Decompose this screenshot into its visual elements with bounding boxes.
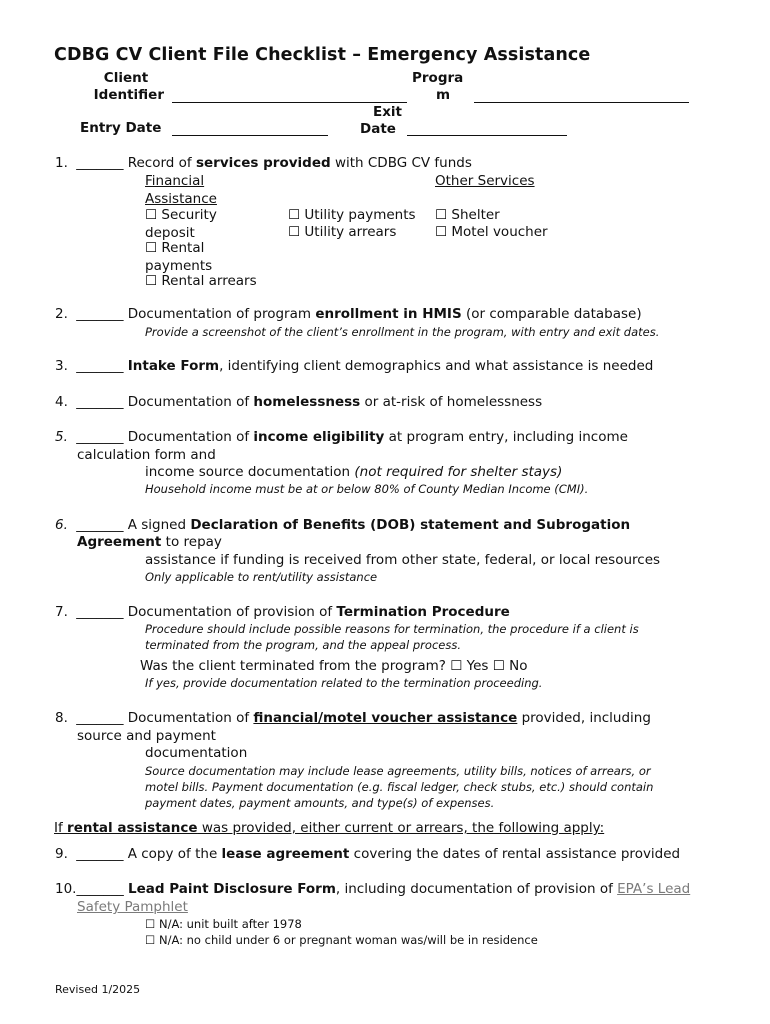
entry-date-field[interactable] — [172, 135, 328, 136]
client-identifier-field[interactable] — [172, 102, 407, 103]
item-2-blank[interactable]: _______ — [76, 306, 124, 322]
item-8-note-3: payment dates, payment amounts, and type(s) of expenses. — [145, 796, 495, 810]
checkbox-rental-arrears[interactable]: ☐ Rental arrears — [145, 273, 257, 289]
epa-pamphlet-link[interactable]: EPA’s Lead — [617, 881, 691, 897]
item-10: 10._______ Lead Paint Disclosure Form, including documentation of provision of EPA’s Lead — [55, 881, 691, 897]
item-7: 7. _______ Documentation of provision of Termination Procedure — [55, 604, 510, 620]
item-9: 9. _______ A copy of the lease agreement covering the dates of rental assistance provided — [55, 846, 681, 862]
item-8-line3: documentation — [145, 745, 248, 761]
item-10-line2 — [77, 898, 188, 916]
item-6-line2: Agreement to repay — [77, 534, 222, 550]
item-6-note: Only applicable to rent/utility assistance — [145, 570, 378, 584]
item-5-note: Household income must be at or below 80% of County Median Income (CMI). — [145, 482, 589, 496]
item-6-blank[interactable]: _______ — [76, 517, 124, 533]
checkbox-na-no-child[interactable]: ☐ N/A: no child under 6 or pregnant woman was/will be in residence — [145, 933, 538, 947]
page-title: CDBG CV Client File Checklist – Emergency Assistance — [54, 45, 591, 65]
item-5: 5. _______ Documentation of income eligibility at program entry, including income — [55, 429, 628, 445]
item-1-blank[interactable]: _______ — [76, 155, 124, 171]
checkbox-shelter[interactable]: ☐ Shelter — [435, 207, 500, 223]
checkbox-rental-payments[interactable]: ☐ Rental payments — [145, 240, 213, 274]
item-7-blank[interactable]: _______ — [76, 604, 124, 620]
item-8-note-2: motel bills. Payment documentation (e.g. fiscal ledger, check stubs, etc.) should contain — [145, 780, 654, 794]
item-5-blank[interactable]: _______ — [76, 429, 124, 445]
entry-date-label: Entry Date — [80, 120, 162, 136]
financial-assistance-heading: Financial Assistance — [145, 173, 217, 207]
item-4-blank[interactable]: _______ — [76, 394, 124, 410]
program-field[interactable] — [474, 102, 689, 103]
item-5-line3: income source documentation (not required for shelter stays) — [145, 464, 563, 480]
item-2: 2. _______ Documentation of program enrollment in HMIS (or comparable database) — [55, 306, 642, 322]
exit-date-label: Exit Date — [360, 104, 402, 137]
item-7-note-3: If yes, provide documentation related to the termination proceeding. — [145, 676, 543, 690]
termination-question[interactable]: Was the client terminated from the program? ☐ Yes ☐ No — [140, 658, 528, 674]
item-5-line2: calculation form and — [77, 447, 216, 463]
item-6: 6. _______ A signed Declaration of Benefits (DOB) statement and Subrogation — [55, 517, 631, 533]
item-7-note-2: terminated from the program, and the appeal process. — [145, 638, 461, 652]
checkbox-utility-payments[interactable]: ☐ Utility payments — [288, 207, 416, 223]
item-8-note-1: Source documentation may include lease agreements, utility bills, notices of arrears, or — [145, 764, 651, 778]
item-8-blank[interactable]: _______ — [76, 710, 124, 726]
checkbox-utility-arrears[interactable]: ☐ Utility arrears — [288, 224, 397, 240]
rental-assistance-heading: If rental assistance was provided, either current or arrears, the following apply: — [54, 820, 605, 836]
client-identifier-label: Client Identifier — [93, 70, 164, 103]
checkbox-motel-voucher[interactable]: ☐ Motel voucher — [435, 224, 548, 240]
epa-pamphlet-link-cont[interactable]: Safety Pamphlet — [77, 899, 188, 915]
revision-footer: Revised 1/2025 — [55, 983, 141, 996]
item-6-line3: assistance if funding is received from other state, federal, or local resources — [145, 552, 661, 568]
item-7-note-1: Procedure should include possible reasons for termination, the procedure if a client is — [145, 622, 639, 636]
item-8: 8. _______ Documentation of financial/motel voucher assistance provided, including — [55, 710, 651, 726]
item-8-line2: source and payment — [77, 728, 216, 744]
item-1: 1. _______ Record of services provided with CDBG CV funds — [55, 155, 472, 171]
checkbox-security-deposit[interactable]: ☐ Security deposit — [145, 207, 217, 241]
item-2-note: Provide a screenshot of the client’s enrollment in the program, with entry and exit dates. — [145, 325, 660, 339]
program-label: Progra m — [412, 70, 464, 103]
checkbox-na-built-after-1978[interactable]: ☐ N/A: unit built after 1978 — [145, 917, 302, 931]
item-9-blank[interactable]: _______ — [76, 846, 124, 862]
item-4: 4. _______ Documentation of homelessness or at-risk of homelessness — [55, 394, 543, 410]
item-10-blank[interactable]: _______ — [76, 881, 124, 897]
item-3-blank[interactable]: _______ — [76, 358, 124, 374]
item-3: 3. _______ Intake Form, identifying client demographics and what assistance is needed — [55, 358, 654, 374]
exit-date-field[interactable] — [407, 135, 567, 136]
other-services-heading: Other Services — [435, 173, 535, 189]
